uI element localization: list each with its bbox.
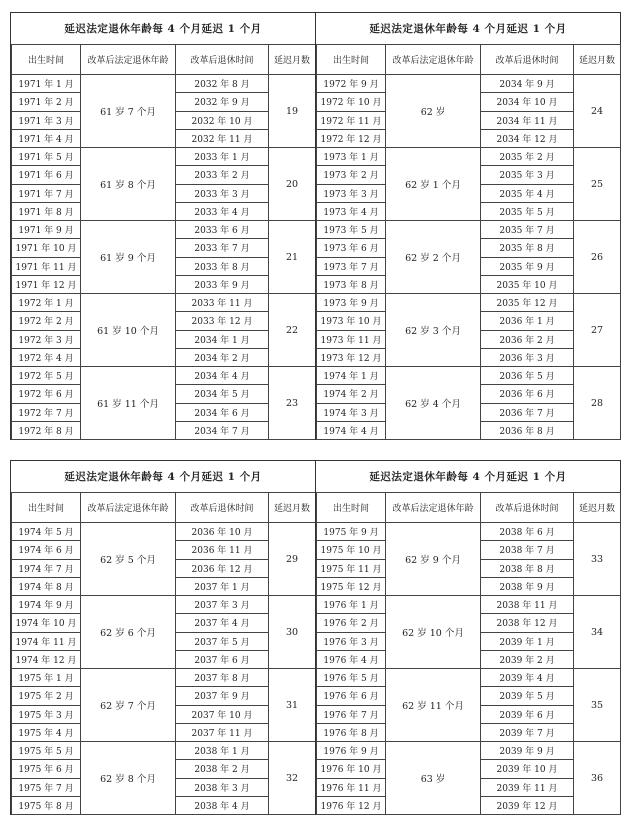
- retirement-time-cell: 2039 年 9 月: [481, 742, 574, 760]
- table-row: [12, 596, 316, 614]
- birth-time-cell: 1971 年 11 月: [12, 257, 81, 275]
- birth-time-cell: 1975 年 2 月: [12, 687, 81, 705]
- retirement-time-cell: 2034 年 4 月: [176, 367, 269, 385]
- birth-time-cell: 1972 年 6 月: [12, 385, 81, 403]
- header-birth-time: 出生时间: [12, 45, 81, 75]
- header-retirement-age: 改革后法定退休年龄: [386, 45, 481, 75]
- birth-time-cell: 1974 年 12 月: [12, 650, 81, 668]
- birth-time-cell: 1976 年 10 月: [317, 760, 386, 778]
- birth-time-cell: 1971 年 2 月: [12, 93, 81, 111]
- panel-bottom-left: [10, 460, 316, 815]
- retirement-time-cell: 2032 年 8 月: [176, 75, 269, 93]
- retirement-age-cell: 63 岁: [386, 742, 481, 815]
- retirement-time-cell: 2036 年 5 月: [481, 367, 574, 385]
- birth-time-cell: 1973 年 7 月: [317, 257, 386, 275]
- table-row: [317, 669, 621, 687]
- table-row: [317, 75, 621, 93]
- birth-time-cell: 1973 年 6 月: [317, 239, 386, 257]
- birth-time-cell: 1976 年 8 月: [317, 723, 386, 741]
- birth-time-cell: 1975 年 4 月: [12, 723, 81, 741]
- retirement-age-cell: 62 岁 9 个月: [386, 523, 481, 596]
- retirement-time-cell: 2032 年 11 月: [176, 129, 269, 147]
- birth-time-cell: 1975 年 7 月: [12, 778, 81, 796]
- retirement-table: [316, 492, 621, 815]
- birth-time-cell: 1972 年 2 月: [12, 312, 81, 330]
- retirement-time-cell: 2038 年 4 月: [176, 796, 269, 814]
- table-row: [12, 294, 316, 312]
- delay-months-cell: 35: [574, 669, 621, 742]
- retirement-age-cell: 62 岁 3 个月: [386, 294, 481, 367]
- header-row: [12, 45, 316, 75]
- table-row: [317, 221, 621, 239]
- retirement-time-cell: 2039 年 12 月: [481, 796, 574, 814]
- birth-time-cell: 1974 年 9 月: [12, 596, 81, 614]
- retirement-time-cell: 2036 年 1 月: [481, 312, 574, 330]
- retirement-age-cell: 61 岁 9 个月: [81, 221, 176, 294]
- retirement-time-cell: 2032 年 10 月: [176, 111, 269, 129]
- retirement-time-cell: 2037 年 6 月: [176, 650, 269, 668]
- retirement-time-cell: 2035 年 10 月: [481, 275, 574, 293]
- birth-time-cell: 1971 年 9 月: [12, 221, 81, 239]
- birth-time-cell: 1976 年 1 月: [317, 596, 386, 614]
- retirement-table: [11, 492, 316, 815]
- retirement-time-cell: 2034 年 6 月: [176, 403, 269, 421]
- birth-time-cell: 1975 年 11 月: [317, 559, 386, 577]
- header-delay-months: 延迟月数: [269, 493, 316, 523]
- birth-time-cell: 1975 年 9 月: [317, 523, 386, 541]
- table-row: [317, 742, 621, 760]
- retirement-time-cell: 2039 年 10 月: [481, 760, 574, 778]
- retirement-age-cell: 61 岁 11 个月: [81, 367, 176, 440]
- table-row: [317, 367, 621, 385]
- retirement-time-cell: 2036 年 6 月: [481, 385, 574, 403]
- retirement-time-cell: 2033 年 8 月: [176, 257, 269, 275]
- birth-time-cell: 1976 年 4 月: [317, 650, 386, 668]
- retirement-time-cell: 2034 年 12 月: [481, 129, 574, 147]
- header-retirement-time: 改革后退休时间: [176, 45, 269, 75]
- retirement-age-cell: 62 岁 4 个月: [386, 367, 481, 440]
- retirement-age-cell: 62 岁 1 个月: [386, 148, 481, 221]
- birth-time-cell: 1974 年 10 月: [12, 614, 81, 632]
- header-birth-time: 出生时间: [12, 493, 81, 523]
- header-retirement-age: 改革后法定退休年龄: [81, 493, 176, 523]
- panel-title: 延迟法定退休年龄每 4 个月延迟 1 个月: [316, 461, 620, 493]
- table-row: [12, 148, 316, 166]
- retirement-age-cell: 62 岁 8 个月: [81, 742, 176, 815]
- birth-time-cell: 1974 年 1 月: [317, 367, 386, 385]
- header-delay-months: 延迟月数: [269, 45, 316, 75]
- birth-time-cell: 1974 年 6 月: [12, 541, 81, 559]
- birth-time-cell: 1971 年 5 月: [12, 148, 81, 166]
- birth-time-cell: 1972 年 10 月: [317, 93, 386, 111]
- delay-months-cell: 31: [269, 669, 316, 742]
- retirement-table: [11, 44, 316, 440]
- header-retirement-time: 改革后退休时间: [481, 493, 574, 523]
- retirement-time-cell: 2034 年 11 月: [481, 111, 574, 129]
- retirement-time-cell: 2034 年 7 月: [176, 421, 269, 439]
- retirement-age-cell: 62 岁 5 个月: [81, 523, 176, 596]
- retirement-time-cell: 2039 年 7 月: [481, 723, 574, 741]
- retirement-time-cell: 2036 年 8 月: [481, 421, 574, 439]
- delay-months-cell: 29: [269, 523, 316, 596]
- birth-time-cell: 1972 年 8 月: [12, 421, 81, 439]
- retirement-time-cell: 2033 年 11 月: [176, 294, 269, 312]
- retirement-time-cell: 2038 年 9 月: [481, 577, 574, 595]
- retirement-time-cell: 2036 年 11 月: [176, 541, 269, 559]
- retirement-time-cell: 2038 年 2 月: [176, 760, 269, 778]
- delay-months-cell: 19: [269, 75, 316, 148]
- table-row: [317, 294, 621, 312]
- retirement-time-cell: 2033 年 3 月: [176, 184, 269, 202]
- birth-time-cell: 1973 年 12 月: [317, 348, 386, 366]
- retirement-time-cell: 2035 年 7 月: [481, 221, 574, 239]
- retirement-time-cell: 2033 年 9 月: [176, 275, 269, 293]
- delay-months-cell: 34: [574, 596, 621, 669]
- retirement-time-cell: 2034 年 9 月: [481, 75, 574, 93]
- birth-time-cell: 1972 年 4 月: [12, 348, 81, 366]
- table-row: [12, 523, 316, 541]
- birth-time-cell: 1976 年 12 月: [317, 796, 386, 814]
- retirement-time-cell: 2036 年 7 月: [481, 403, 574, 421]
- retirement-time-cell: 2039 年 1 月: [481, 632, 574, 650]
- table-row: [12, 221, 316, 239]
- birth-time-cell: 1971 年 4 月: [12, 129, 81, 147]
- delay-months-cell: 20: [269, 148, 316, 221]
- birth-time-cell: 1974 年 3 月: [317, 403, 386, 421]
- retirement-time-cell: 2035 年 3 月: [481, 166, 574, 184]
- birth-time-cell: 1976 年 6 月: [317, 687, 386, 705]
- panel-title: 延迟法定退休年龄每 4 个月延迟 1 个月: [11, 461, 315, 493]
- retirement-time-cell: 2039 年 11 月: [481, 778, 574, 796]
- retirement-time-cell: 2033 年 7 月: [176, 239, 269, 257]
- birth-time-cell: 1973 年 11 月: [317, 330, 386, 348]
- retirement-time-cell: 2034 年 10 月: [481, 93, 574, 111]
- retirement-time-cell: 2038 年 8 月: [481, 559, 574, 577]
- birth-time-cell: 1971 年 10 月: [12, 239, 81, 257]
- retirement-time-cell: 2035 年 4 月: [481, 184, 574, 202]
- table-row: [12, 742, 316, 760]
- retirement-time-cell: 2035 年 5 月: [481, 202, 574, 220]
- panel-bottom-right: [315, 460, 621, 815]
- birth-time-cell: 1973 年 8 月: [317, 275, 386, 293]
- birth-time-cell: 1974 年 7 月: [12, 559, 81, 577]
- birth-time-cell: 1976 年 3 月: [317, 632, 386, 650]
- birth-time-cell: 1972 年 3 月: [12, 330, 81, 348]
- birth-time-cell: 1974 年 11 月: [12, 632, 81, 650]
- retirement-time-cell: 2037 年 8 月: [176, 669, 269, 687]
- birth-time-cell: 1975 年 10 月: [317, 541, 386, 559]
- retirement-age-cell: 62 岁 6 个月: [81, 596, 176, 669]
- panel-top-left: [10, 12, 316, 440]
- birth-time-cell: 1971 年 7 月: [12, 184, 81, 202]
- retirement-time-cell: 2036 年 10 月: [176, 523, 269, 541]
- retirement-time-cell: 2033 年 4 月: [176, 202, 269, 220]
- retirement-age-cell: 61 岁 8 个月: [81, 148, 176, 221]
- delay-months-cell: 23: [269, 367, 316, 440]
- birth-time-cell: 1973 年 2 月: [317, 166, 386, 184]
- retirement-time-cell: 2032 年 9 月: [176, 93, 269, 111]
- retirement-time-cell: 2039 年 2 月: [481, 650, 574, 668]
- retirement-time-cell: 2037 年 11 月: [176, 723, 269, 741]
- birth-time-cell: 1974 年 2 月: [317, 385, 386, 403]
- birth-time-cell: 1976 年 7 月: [317, 705, 386, 723]
- birth-time-cell: 1971 年 8 月: [12, 202, 81, 220]
- header-retirement-time: 改革后退休时间: [481, 45, 574, 75]
- birth-time-cell: 1976 年 2 月: [317, 614, 386, 632]
- retirement-time-cell: 2038 年 7 月: [481, 541, 574, 559]
- delay-months-cell: 21: [269, 221, 316, 294]
- panel-top-right: [315, 12, 621, 440]
- panel-title: 延迟法定退休年龄每 4 个月延迟 1 个月: [316, 13, 620, 45]
- table-row: [317, 523, 621, 541]
- header-row: [12, 493, 316, 523]
- birth-time-cell: 1975 年 6 月: [12, 760, 81, 778]
- retirement-time-cell: 2035 年 8 月: [481, 239, 574, 257]
- birth-time-cell: 1972 年 7 月: [12, 403, 81, 421]
- retirement-time-cell: 2038 年 11 月: [481, 596, 574, 614]
- birth-time-cell: 1971 年 12 月: [12, 275, 81, 293]
- header-retirement-age: 改革后法定退休年龄: [386, 493, 481, 523]
- retirement-time-cell: 2035 年 9 月: [481, 257, 574, 275]
- retirement-time-cell: 2037 年 5 月: [176, 632, 269, 650]
- birth-time-cell: 1973 年 9 月: [317, 294, 386, 312]
- table-row: [12, 669, 316, 687]
- table-row: [12, 75, 316, 93]
- retirement-age-cell: 62 岁 2 个月: [386, 221, 481, 294]
- retirement-time-cell: 2038 年 12 月: [481, 614, 574, 632]
- birth-time-cell: 1973 年 10 月: [317, 312, 386, 330]
- birth-time-cell: 1975 年 8 月: [12, 796, 81, 814]
- retirement-time-cell: 2036 年 2 月: [481, 330, 574, 348]
- delay-months-cell: 28: [574, 367, 621, 440]
- retirement-time-cell: 2036 年 3 月: [481, 348, 574, 366]
- birth-time-cell: 1975 年 1 月: [12, 669, 81, 687]
- retirement-age-cell: 61 岁 7 个月: [81, 75, 176, 148]
- birth-time-cell: 1974 年 8 月: [12, 577, 81, 595]
- birth-time-cell: 1973 年 1 月: [317, 148, 386, 166]
- retirement-age-cell: 62 岁: [386, 75, 481, 148]
- birth-time-cell: 1973 年 3 月: [317, 184, 386, 202]
- birth-time-cell: 1973 年 4 月: [317, 202, 386, 220]
- birth-time-cell: 1975 年 12 月: [317, 577, 386, 595]
- birth-time-cell: 1974 年 4 月: [317, 421, 386, 439]
- birth-time-cell: 1971 年 3 月: [12, 111, 81, 129]
- retirement-time-cell: 2035 年 2 月: [481, 148, 574, 166]
- birth-time-cell: 1971 年 1 月: [12, 75, 81, 93]
- header-retirement-age: 改革后法定退休年龄: [81, 45, 176, 75]
- retirement-age-cell: 61 岁 10 个月: [81, 294, 176, 367]
- birth-time-cell: 1972 年 11 月: [317, 111, 386, 129]
- delay-months-cell: 26: [574, 221, 621, 294]
- birth-time-cell: 1976 年 5 月: [317, 669, 386, 687]
- header-row: [317, 45, 621, 75]
- retirement-time-cell: 2039 年 6 月: [481, 705, 574, 723]
- retirement-time-cell: 2038 年 3 月: [176, 778, 269, 796]
- retirement-time-cell: 2037 年 1 月: [176, 577, 269, 595]
- retirement-time-cell: 2037 年 10 月: [176, 705, 269, 723]
- header-row: [317, 493, 621, 523]
- birth-time-cell: 1976 年 11 月: [317, 778, 386, 796]
- birth-time-cell: 1974 年 5 月: [12, 523, 81, 541]
- birth-time-cell: 1972 年 5 月: [12, 367, 81, 385]
- retirement-time-cell: 2038 年 6 月: [481, 523, 574, 541]
- retirement-time-cell: 2034 年 2 月: [176, 348, 269, 366]
- table-row: [317, 596, 621, 614]
- panel-title: 延迟法定退休年龄每 4 个月延迟 1 个月: [11, 13, 315, 45]
- retirement-table: [316, 44, 621, 440]
- header-retirement-time: 改革后退休时间: [176, 493, 269, 523]
- retirement-age-cell: 62 岁 11 个月: [386, 669, 481, 742]
- retirement-time-cell: 2038 年 1 月: [176, 742, 269, 760]
- delay-months-cell: 32: [269, 742, 316, 815]
- delay-months-cell: 36: [574, 742, 621, 815]
- header-birth-time: 出生时间: [317, 45, 386, 75]
- table-row: [317, 148, 621, 166]
- delay-months-cell: 24: [574, 75, 621, 148]
- delay-months-cell: 22: [269, 294, 316, 367]
- birth-time-cell: 1975 年 3 月: [12, 705, 81, 723]
- retirement-age-cell: 62 岁 7 个月: [81, 669, 176, 742]
- header-delay-months: 延迟月数: [574, 45, 621, 75]
- retirement-time-cell: 2036 年 12 月: [176, 559, 269, 577]
- birth-time-cell: 1973 年 5 月: [317, 221, 386, 239]
- delay-months-cell: 25: [574, 148, 621, 221]
- retirement-time-cell: 2033 年 12 月: [176, 312, 269, 330]
- birth-time-cell: 1972 年 1 月: [12, 294, 81, 312]
- retirement-time-cell: 2033 年 2 月: [176, 166, 269, 184]
- retirement-time-cell: 2039 年 5 月: [481, 687, 574, 705]
- delay-months-cell: 27: [574, 294, 621, 367]
- birth-time-cell: 1971 年 6 月: [12, 166, 81, 184]
- delay-months-cell: 30: [269, 596, 316, 669]
- delay-months-cell: 33: [574, 523, 621, 596]
- retirement-age-cell: 62 岁 10 个月: [386, 596, 481, 669]
- retirement-time-cell: 2037 年 4 月: [176, 614, 269, 632]
- header-birth-time: 出生时间: [317, 493, 386, 523]
- retirement-time-cell: 2033 年 1 月: [176, 148, 269, 166]
- header-delay-months: 延迟月数: [574, 493, 621, 523]
- birth-time-cell: 1976 年 9 月: [317, 742, 386, 760]
- retirement-time-cell: 2033 年 6 月: [176, 221, 269, 239]
- retirement-time-cell: 2037 年 3 月: [176, 596, 269, 614]
- birth-time-cell: 1972 年 9 月: [317, 75, 386, 93]
- birth-time-cell: 1975 年 5 月: [12, 742, 81, 760]
- table-row: [12, 367, 316, 385]
- retirement-time-cell: 2035 年 12 月: [481, 294, 574, 312]
- retirement-time-cell: 2034 年 1 月: [176, 330, 269, 348]
- retirement-time-cell: 2034 年 5 月: [176, 385, 269, 403]
- retirement-time-cell: 2037 年 9 月: [176, 687, 269, 705]
- retirement-time-cell: 2039 年 4 月: [481, 669, 574, 687]
- birth-time-cell: 1972 年 12 月: [317, 129, 386, 147]
